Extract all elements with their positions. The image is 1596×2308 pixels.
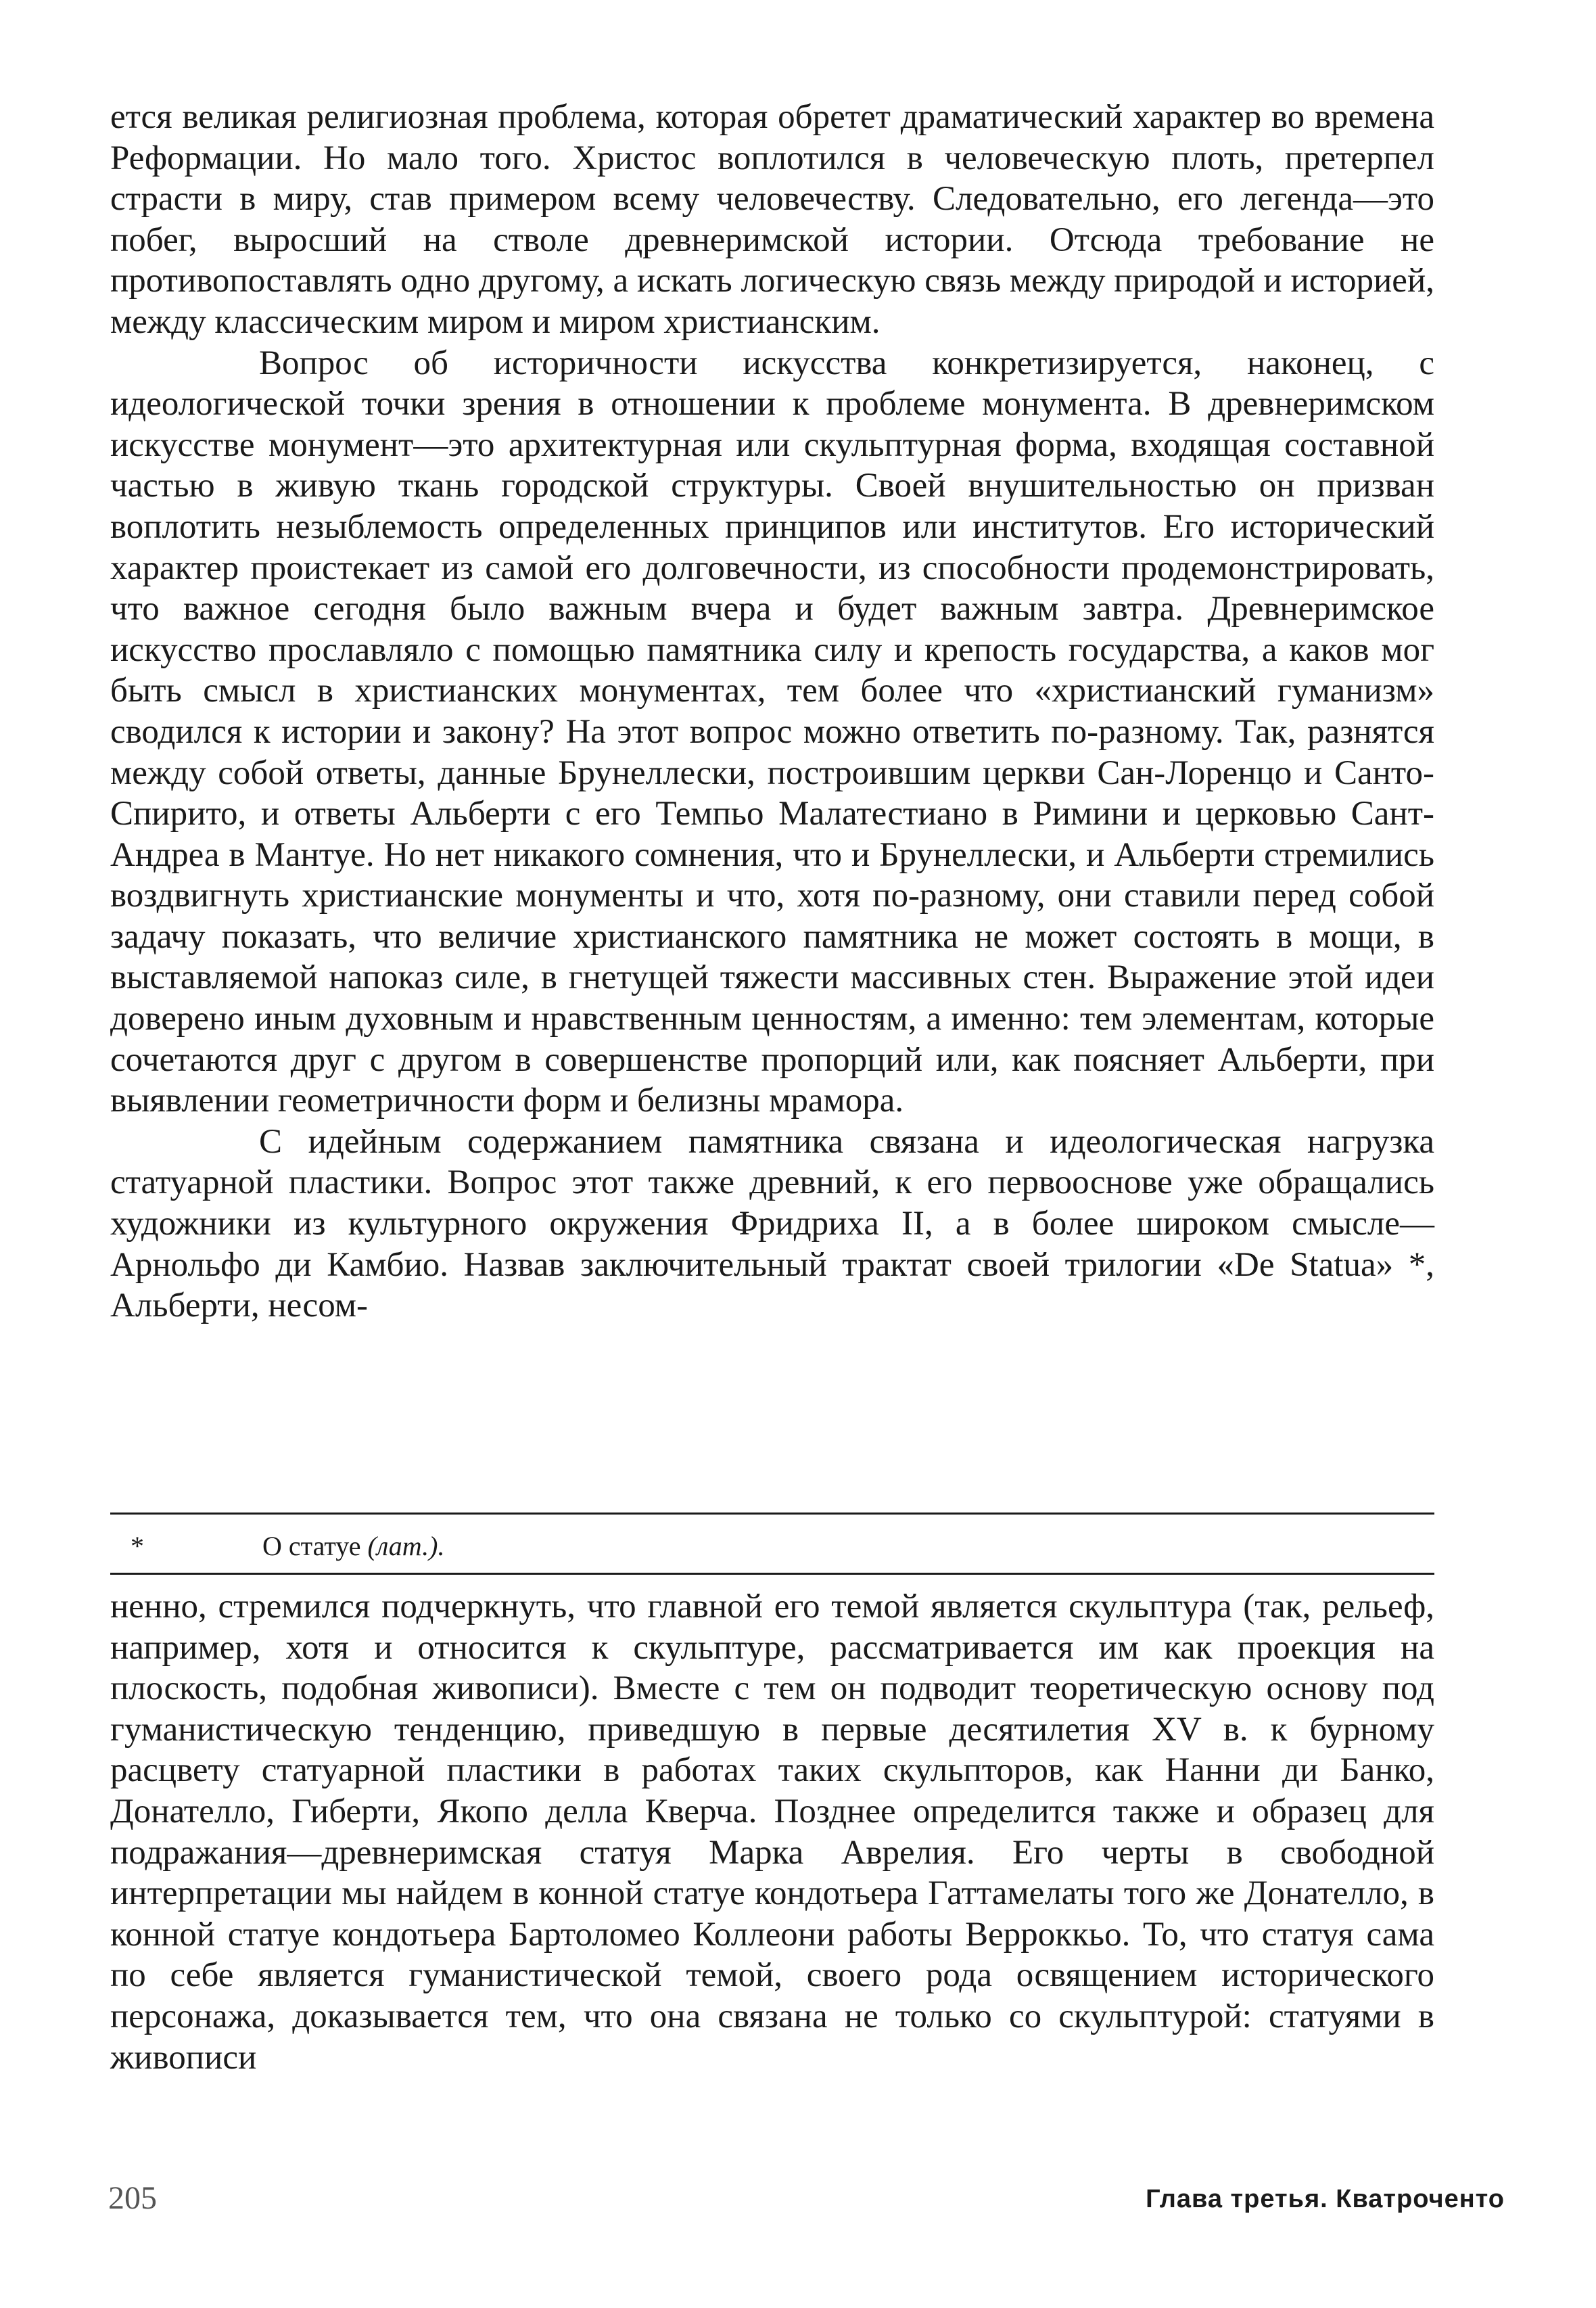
main-text-lower [110, 1586, 1434, 2078]
page-number: 205 [108, 2180, 157, 2216]
footnote-rule-bottom [110, 1573, 1434, 1575]
footnote-rule-top [110, 1513, 1434, 1515]
main-text-upper [110, 97, 1434, 1326]
chapter-running-footer: Глава третья. Кватроченто [1146, 2185, 1505, 2213]
footnote-language-note: (лат.). [367, 1531, 445, 1561]
paragraph-monument: Вопрос об историчности искусства конкретизируется, наконец, с идеологической точки зрения в отношении к проблеме монумента. В древнеримском искусстве монумент—это архитектурная или скульптурная форма, входящая составной частью в живую ткань городской структуры. Своей внушительностью он призван воплотить незыблемость определенных принципов или институтов. Его исторический характер проистекает из самой его долговечности, из способности продемонстрировать, что важное сегодня было важным вчера и будет важным завтра. Древнеримское искусство прославляло с помощью памятника силу и крепость государства, а каков мог быть смысл в христианских монументах, тем более что «христианский гуманизм» сводился к истории и закону? На этот вопрос можно ответить по-разному. Так, разнятся между собой ответы, данные Брунеллески, построившим церкви Сан-Лоренцо и Санто-Спирито, и ответы Альберти с его Темпьо Малатестиано в Римини и церковью Сант-Андреа в Мантуе. Но нет никакого сомнения, что и Брунеллески, и Альберти стремились воздвигнуть христианские монументы и что, хотя по-разному, они ставили перед собой задачу показать, что величие христианского памятника не может состоять в мощи, в выставляемой напоказ силе, в гнетущей тяжести массивных стен. Выражение этой идеи доверено иным духовным и нравственным ценностям, а именно: тем элементам, которые сочетаются друг с другом в совершенстве пропорций или, как поясняет Альберти, при выявлении геометричности форм и белизны мрамора. [110, 344, 1434, 1120]
footnote-marker: * [131, 1531, 144, 1561]
paragraph-continuation: ется великая религиозная проблема, которая обретет драматический характер во времена Реформации. Но мало того. Христос воплотился в человеческую плоть, претерпел страсти в миру, став примером всему человечеству. Следовательно, его легенда—это побег, выросший на стволе древнеримской истории. Отсюда требование не противопоставлять одно другому, а искать логическую связь между природой и историей, между классическим миром и миром христианским. [110, 98, 1434, 341]
footnote [110, 1530, 1434, 1563]
paragraph-sculpture: ненно, стремился подчеркнуть, что главной его темой является скульптура (так, рельеф, например, хотя и относится к скульптуре, рассматривается им как проекция на плоскость, подобная живописи). Вместе с тем он подводит теоретическую основу под гуманистическую тенденцию, приведшую в первые десятилетия XV в. к бурному расцвету статуарной пластики в работах таких скульпторов, как Нанни ди Банко, Донателло, Гиберти, Якопо делла Кверча. Позднее определится также и образец для подражания—древнеримская статуя Марка Аврелия. Его черты в свободной интерпретации мы найдем в конной статуе кондотьера Гаттамелаты того же Донателло, в конной статуе кондотьера Бартоломео Коллеони работы Верроккьо. То, что статуя сама по себе является гуманистической темой, своего рода освящением исторического персонажа, доказывается тем, что она связана не только со скульптурой: статуями в живописи [110, 1588, 1434, 2077]
footnote-text: О статуе [262, 1531, 361, 1561]
paragraph-statuary: С идейным содержанием памятника связана и идеологическая нагрузка статуарной пластики. Вопрос этот также древний, к его первооснове уже обращались художники из культурного окружения Фридриха II, а в более широком смысле—Арнольфо ди Камбио. Назвав заключительный трактат своей трилогии «De Statua» *, Альберти, несом- [110, 1122, 1434, 1325]
